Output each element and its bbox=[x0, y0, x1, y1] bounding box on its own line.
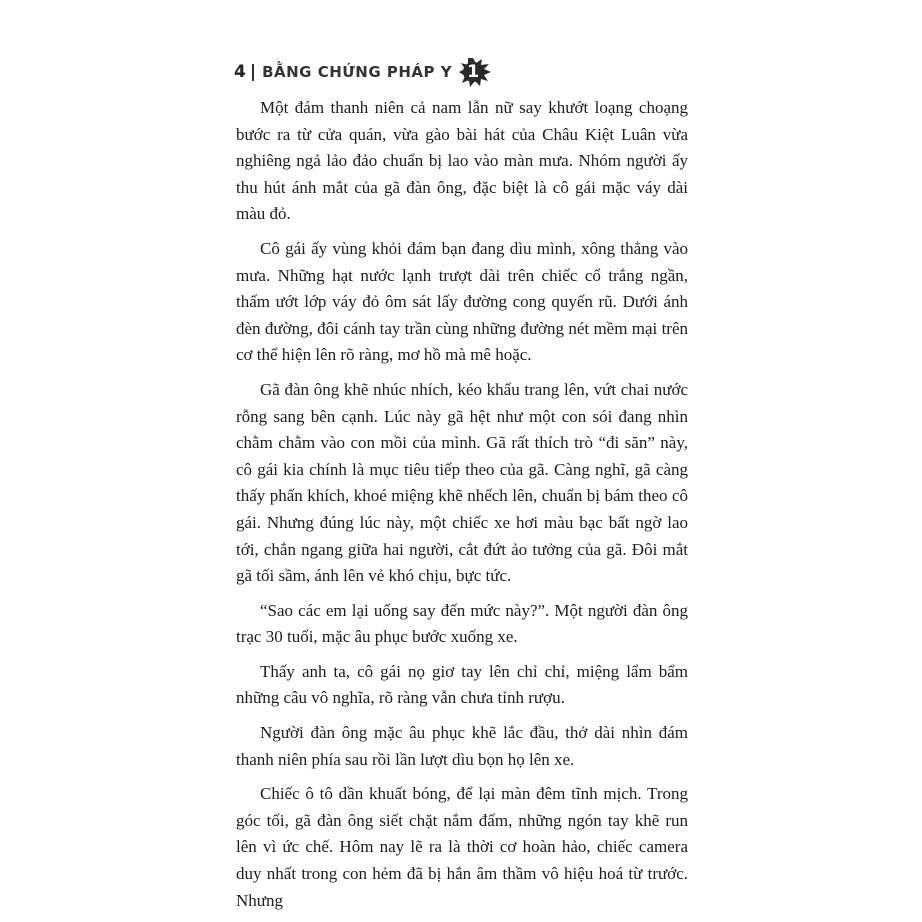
running-header bbox=[234, 52, 492, 92]
paragraph: Thấy anh ta, cô gái nọ giơ tay lên chỉ chỉ, miệng lẩm bẩm những câu vô nghĩa, rõ ràng vẫn chưa tỉnh rượu. bbox=[236, 661, 688, 708]
page-number: 4 bbox=[234, 62, 246, 82]
paragraph: Một đám thanh niên cả nam lẫn nữ say khướt loạng choạng bước ra từ cửa quán, vừa gào bài hát của Châu Kiệt Luân vừa nghiêng ngả lảo đảo chuẩn bị lao vào màn mưa. Nhóm người ấy thu hút ánh mắt của gã đàn ông, đặc biệt là cô gái mặc váy dài màu đỏ. bbox=[236, 98, 688, 224]
volume-badge bbox=[458, 55, 492, 89]
volume-number: 1 bbox=[467, 62, 480, 82]
body-text bbox=[236, 95, 688, 922]
paragraph: Cô gái ấy vùng khỏi đám bạn đang dìu mình, xông thẳng vào mưa. Những hạt nước lạnh trượt dài trên chiếc cổ trắng ngần, thấm ướt lớp váy đỏ ôm sát lấy đường cong quyến rũ. Dưới ánh đèn đường, đôi cánh tay trần cùng những đường nét mềm mại trên cơ thể hiện lên rõ ràng, mơ hồ mà mê hoặc. bbox=[236, 238, 688, 365]
header-separator: | bbox=[249, 62, 257, 82]
paragraph: Gã đàn ông khẽ nhúc nhích, kéo khẩu trang lên, vứt chai nước rỗng sang bên cạnh. Lúc này gã hệt như một con sói đang nhìn chằm chằm vào con mồi của mình. Gã rất thích trò “đi săn” này, cô gái kia chính là mục tiêu tiếp theo của gã. Càng nghĩ, gã càng thấy phấn khích, khoé miệng khẽ nhếch lên, chuẩn bị bám theo cô gái. Nhưng đúng lúc này, một chiếc xe hơi màu bạc bất ngờ lao tới, chắn ngang giữa hai người, cắt đứt ảo tưởng của gã. Đôi mắt gã tối sầm, ánh lên vẻ khó chịu, bực tức. bbox=[236, 379, 688, 586]
paragraph: Chiếc ô tô dần khuất bóng, để lại màn đêm tĩnh mịch. Trong góc tối, gã đàn ông siết chặt nắm đấm, những ngón tay khẽ run lên vì ức chế. Hôm nay lẽ ra là thời cơ hoàn hảo, chiếc camera duy nhất trong con hẻm đã bị hắn âm thầm vô hiệu hoá từ trước. Nhưng bbox=[236, 784, 688, 910]
book-title: BẰNG CHỨNG PHÁP Y bbox=[262, 63, 453, 81]
paragraph: Người đàn ông mặc âu phục khẽ lắc đầu, thở dài nhìn đám thanh niên phía sau rồi lần lượt dìu bọn họ lên xe. bbox=[236, 723, 688, 769]
paragraph: “Sao các em lại uống say đến mức này?”. Một người đàn ông trạc 30 tuổi, mặc âu phục bước xuống xe. bbox=[236, 600, 688, 647]
